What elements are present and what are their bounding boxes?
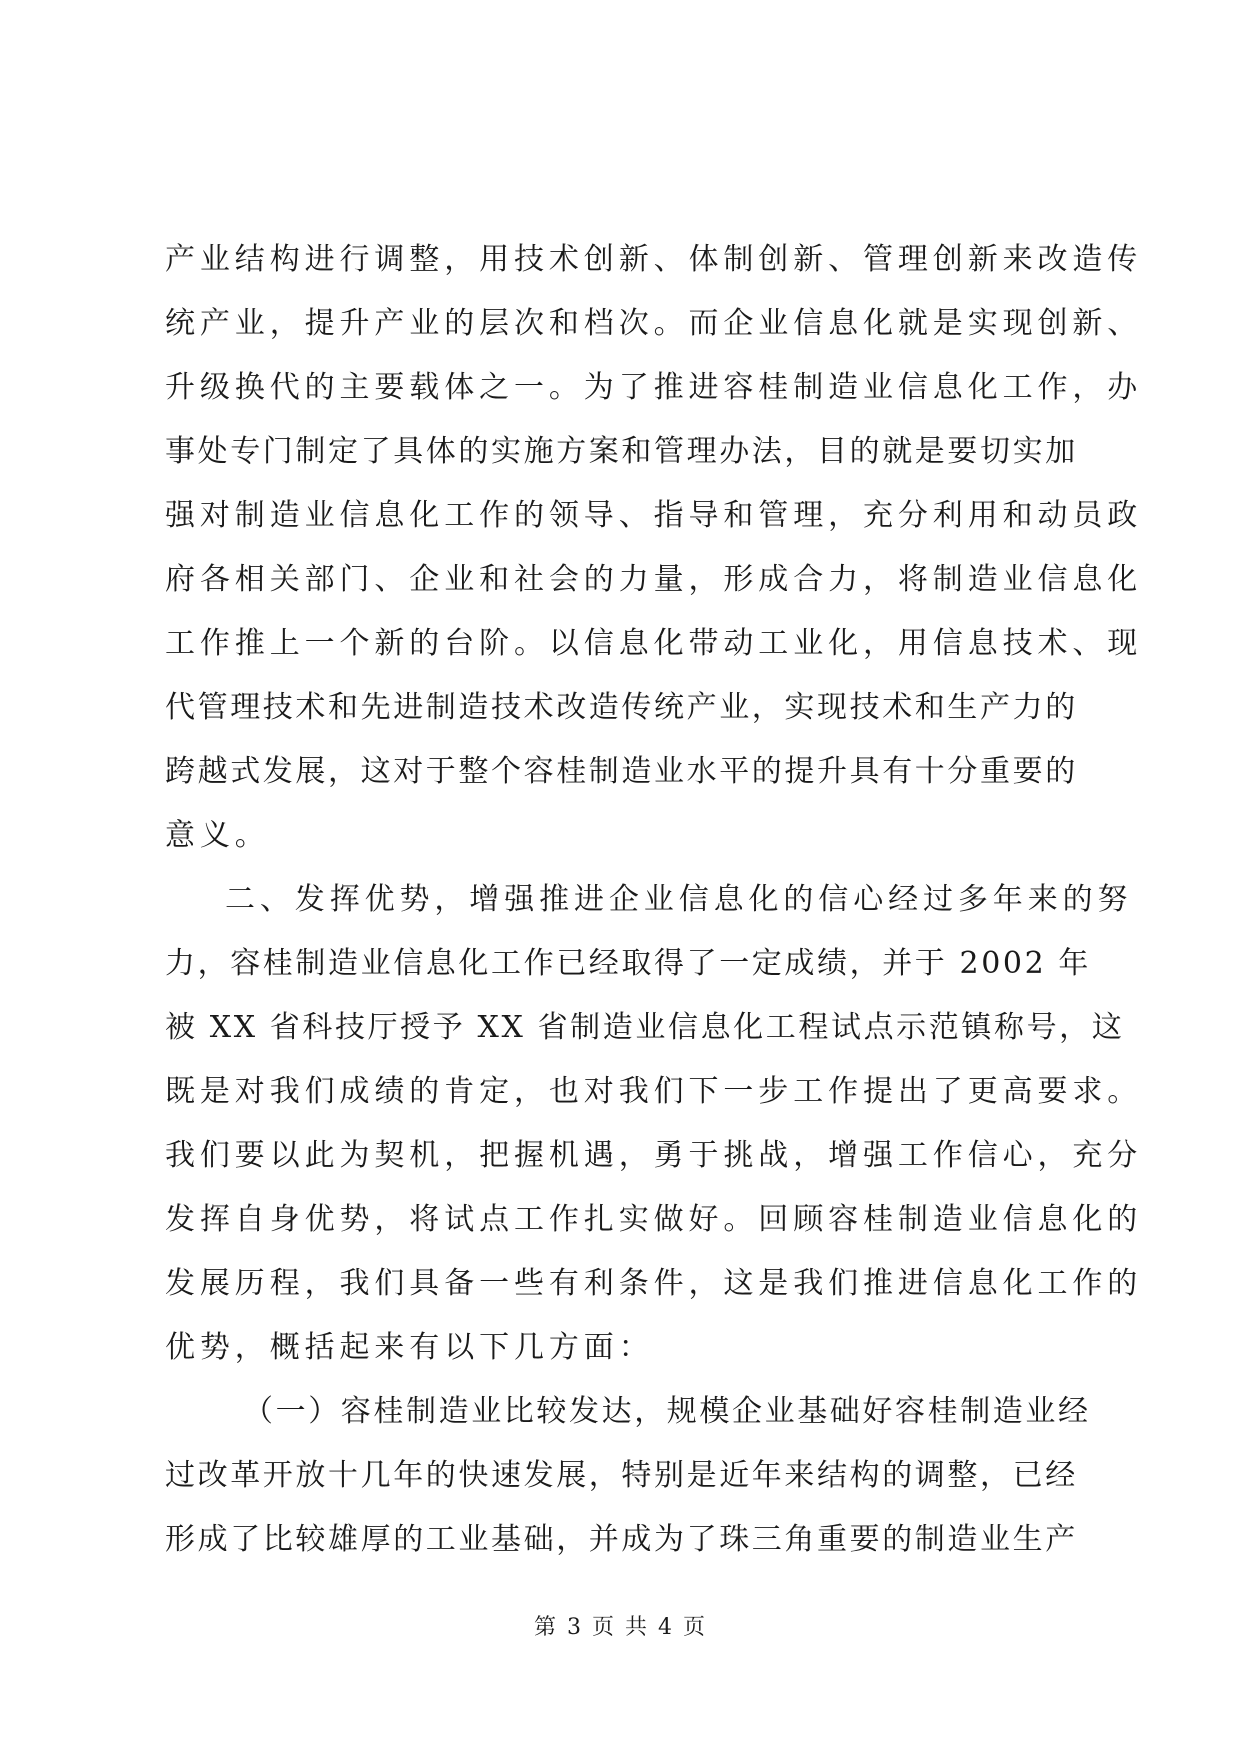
page-footer: 第 3 页 共 4 页 [534,1615,707,1640]
text-line: 优势，概括起来有以下几方面： [165,1330,654,1365]
text-line: 代管理技术和先进制造技术改造传统产业，实现技术和生产力的 [165,690,1078,725]
text-line: 既是对我们成绩的肯定，也对我们下一步工作提出了更高要求。 [165,1074,1143,1109]
text-line: 形成了比较雄厚的工业基础，并成为了珠三角重要的制造业生产 [165,1522,1078,1557]
text-line: 被 XX 省科技厅授予 XX 省制造业信息化工程试点示范镇称号，这 [165,1010,1125,1045]
text-line: 事处专门制定了具体的实施方案和管理办法，目的就是要切实加 [165,434,1078,469]
text-line: 发挥自身优势，将试点工作扎实做好。回顾容桂制造业信息化的 [165,1202,1143,1237]
paragraph-heading-line: （一）容桂制造业比较发达，规模企业基础好容桂制造业经 [243,1394,1091,1429]
text-line: 强对制造业信息化工作的领导、指导和管理，充分利用和动员政 [165,498,1143,533]
text-line: 过改革开放十几年的快速发展，特别是近年来结构的调整，已经 [165,1458,1078,1493]
paragraph-heading-line: 二、发挥优势，增强推进企业信息化的信心经过多年来的努 [225,882,1133,917]
text-line: 统产业，提升产业的层次和档次。而企业信息化就是实现创新、 [165,306,1143,341]
body-text [165,228,1143,1572]
text-line: 升级换代的主要载体之一。为了推进容桂制造业信息化工作，办 [165,370,1143,405]
text-line: 我们要以此为契机，把握机遇，勇于挑战，增强工作信心，充分 [165,1138,1143,1173]
text-line: 跨越式发展，这对于整个容桂制造业水平的提升具有十分重要的 [165,754,1078,789]
text-line: 力，容桂制造业信息化工作已经取得了一定成绩，并于 2002 年 [165,946,1092,981]
text-line: 府各相关部门、企业和社会的力量，形成合力，将制造业信息化 [165,562,1143,597]
text-line: 工作推上一个新的台阶。以信息化带动工业化，用信息技术、现 [165,626,1143,661]
text-line: 产业结构进行调整，用技术创新、体制创新、管理创新来改造传 [165,242,1143,277]
text-line: 意义。 [165,818,270,853]
text-line: 发展历程，我们具备一些有利条件，这是我们推进信息化工作的 [165,1266,1143,1301]
